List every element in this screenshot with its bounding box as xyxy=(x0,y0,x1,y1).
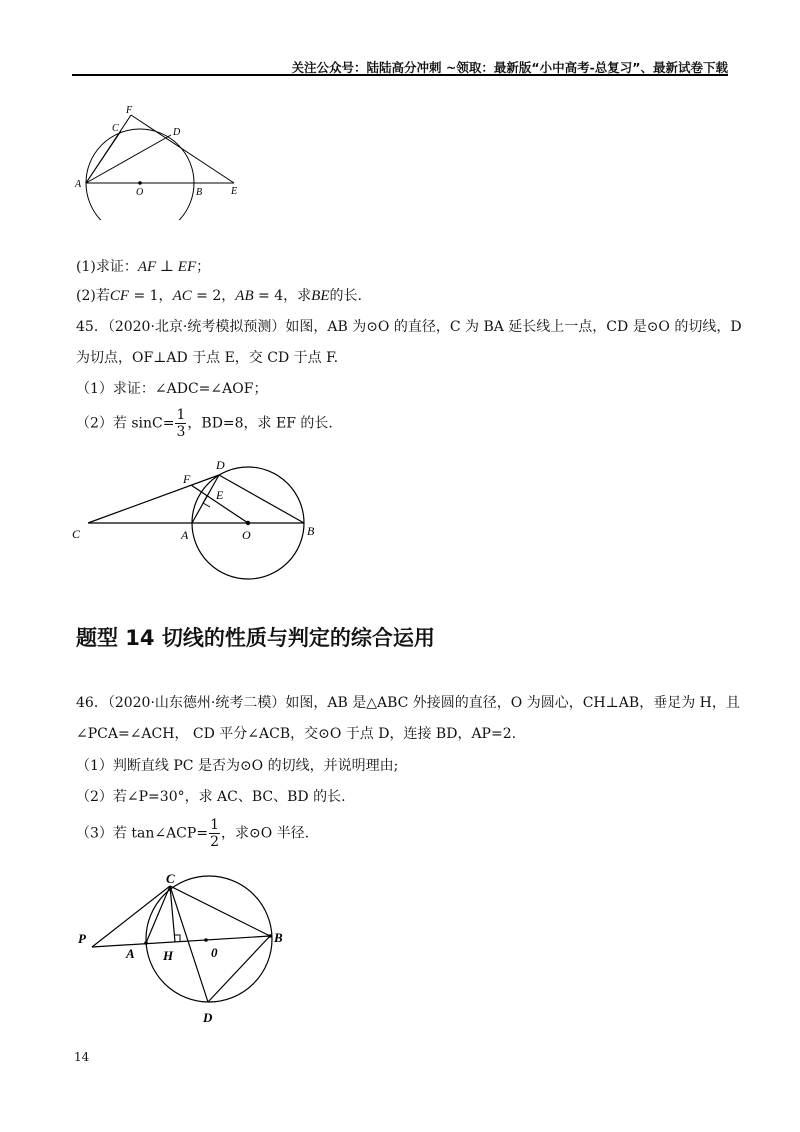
figure-1 xyxy=(70,100,260,220)
fig3-line-cd xyxy=(170,886,208,1002)
header-rule xyxy=(72,74,728,76)
fig3-label-a: A xyxy=(126,946,135,961)
fig3-line-ca xyxy=(146,886,170,943)
fig1-circle xyxy=(86,129,194,220)
fig3-dot-a xyxy=(144,941,148,945)
figure-3 xyxy=(74,868,296,1028)
q46-line1: 46．（2020·山东德州·统考二模）如图，AB 是△ABC 外接圆的直径，O 为圆心，CH⊥AB，垂足为 H，且 xyxy=(76,695,740,711)
fig3-center-dot xyxy=(204,938,208,942)
q45-line2: 为切点，OF⊥AD 于点 E，交 CD 于点 F. xyxy=(76,350,339,366)
fig1-line-ad xyxy=(86,135,171,183)
q45-part2: （2）若 sinC= $\frac{1}{3}$ ，BD=8，求 EF 的长. xyxy=(76,407,333,440)
fig1-label-f: F xyxy=(126,105,133,116)
fig2-label-e: E xyxy=(216,488,224,502)
q46-fraction: $\frac{1}{2}$ xyxy=(210,817,219,850)
fig1-line-ac xyxy=(86,131,121,183)
fig1-label-o: O xyxy=(136,187,144,198)
q45-fraction: $\frac{1}{3}$ xyxy=(176,407,186,440)
fig1-label-b: B xyxy=(196,187,203,198)
fig3-circle xyxy=(146,876,272,1002)
q45-part1: （1）求证：∠ADC=∠AOF； xyxy=(76,381,268,397)
q44-part1: (1)求证：AF ⊥ EF； xyxy=(76,259,211,275)
fig3-label-p: P xyxy=(78,931,86,946)
fig3-label-o: 0 xyxy=(211,945,218,960)
fig2-line-cd xyxy=(88,475,219,523)
fig2-label-o: O xyxy=(242,528,251,542)
fig2-label-f: F xyxy=(183,472,191,486)
fig3-label-c: C xyxy=(166,871,175,886)
q44-part2: (2)若CF = 1，AC = 2，AB = 4，求BE的长. xyxy=(76,288,362,304)
fig3-dot-b xyxy=(268,934,272,938)
page-header: 关注公众号：陆陆高分冲刺 ~领取：最新版“小中高考-总复习”、最新试卷下载 xyxy=(291,60,728,75)
q46-part1: （1）判断直线 PC 是否为⊙O 的切线，并说明理由; xyxy=(76,758,399,774)
fig2-label-c: C xyxy=(72,527,81,541)
fig2-label-d: D xyxy=(216,458,225,472)
section-title: 题型 14 切线的性质与判定的综合运用 xyxy=(76,626,435,650)
fig1-label-a: A xyxy=(75,179,82,190)
fig1-label-d: D xyxy=(173,127,181,138)
q46-part2: （2）若∠P=30°，求 AC、BC、BD 的长. xyxy=(76,789,346,805)
fig3-label-b: B xyxy=(274,930,283,945)
fig3-label-h: H xyxy=(163,948,174,963)
fig1-label-c: C xyxy=(112,123,119,134)
fig3-line-pc xyxy=(92,886,170,947)
fig3-label-d: D xyxy=(203,1010,213,1025)
fig3-line-cb xyxy=(170,886,270,936)
fig2-center-dot xyxy=(246,521,250,525)
q45-line1: 45．（2020·北京·统考模拟预测）如图，AB 为⊙O 的直径，C 为 BA 延长线上一点，CD 是⊙O 的切线，D xyxy=(76,319,742,335)
page-number: 14 xyxy=(74,1050,90,1064)
fig2-label-a: A xyxy=(181,528,189,542)
q46-line2: ∠PCA=∠ACH， CD 平分∠ACB，交⊙O 于点 D，连接 BD，AP=2. xyxy=(76,726,517,742)
fig2-line-db xyxy=(219,475,304,523)
fig3-line-pb xyxy=(92,936,270,947)
figure-2 xyxy=(66,455,330,585)
fig1-label-e: E xyxy=(231,186,238,197)
fig1-center-dot xyxy=(138,181,142,185)
q46-part3: （3）若 tan∠ACP= $\frac{1}{2}$ ，求⊙O 半径. xyxy=(76,817,310,850)
fig2-label-b: B xyxy=(307,524,315,538)
